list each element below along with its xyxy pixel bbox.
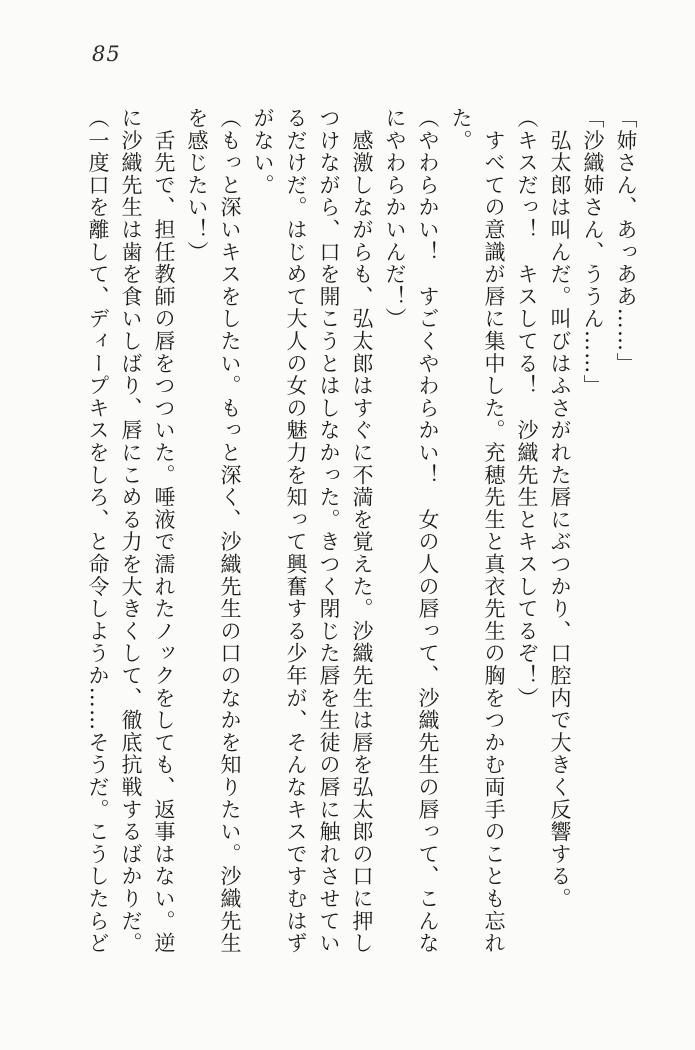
paragraph: すべての意識が唇に集中した。充穂先生と真衣先生の胸をつかむ両手のことも忘れた。 xyxy=(449,107,506,955)
paragraph: 舌先で、担任教師の唇をつついた。唾液で濡れたノックをしても、返事はない。逆に沙織先生は歯を食いしばり、唇にこめる力を大きくして、徹底抗戦するばかりだ。 xyxy=(119,107,176,955)
vertical-text-block xyxy=(81,107,642,967)
page-number: 85 xyxy=(92,42,121,66)
paragraph: （キスだっ！ キスしてる！ 沙織先生とキスしてるぞ！） xyxy=(515,107,539,710)
paragraph: 「沙織姉さん、ううん……」 xyxy=(581,107,605,397)
paragraph: 「姉さん、あっああ……」 xyxy=(614,107,638,375)
paragraph: （やわらかい！ すごくやわらかい！ 女の人の唇って、沙織先生の唇って、こんなにやわらかいんだ！） xyxy=(383,107,440,955)
paragraph: 感激しながらも、弘太郎はすぐに不満を覚えた。沙織先生は唇を弘太郎の口に押しつけながら、口を開こうとはしなかった。きつく閉じた唇を生徒の唇に触れさせているだけだ。はじめて大人の女の魅力を知って興奮する少年が、そんなキスですむはずがない。 xyxy=(251,107,374,955)
paragraph: （一度口を離して、ディープキスをしろ、と命令しようか……そうだ。こうしたらど xyxy=(86,107,110,955)
paragraph: （もっと深いキスをしたい。もっと深く、沙織先生の口のなかを知りたい。沙織先生を感じたい！） xyxy=(185,107,242,955)
paragraph: 弘太郎は叫んだ。叫びはふさがれた唇にぶつかり、口腔内で大きく反響する。 xyxy=(548,107,572,910)
